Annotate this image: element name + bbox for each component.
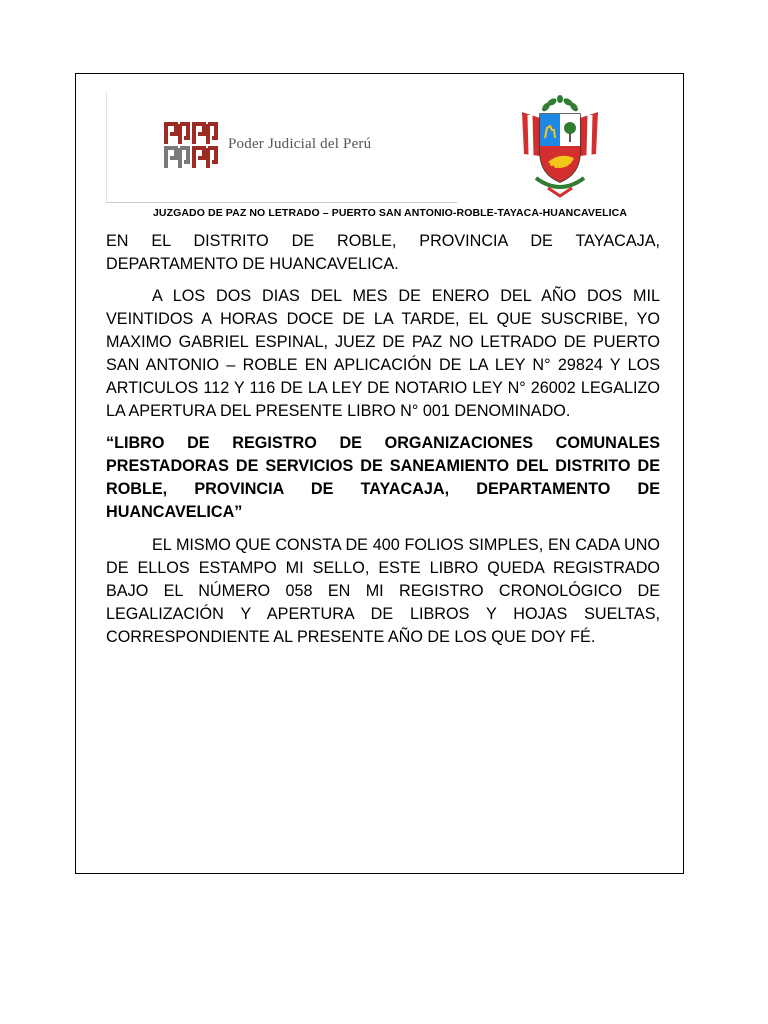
document-header [106,92,666,204]
poder-judicial-logo-icon [163,120,219,172]
court-name: JUZGADO DE PAZ NO LETRADO – PUERTO SAN ANTONIO-ROBLE-TAYACA-HUANCAVELICA [152,207,628,219]
legalization-paragraph: A LOS DOS DIAS DEL MES DE ENERO DEL AÑO DOS MIL VEINTIDOS A HORAS DOCE DE LA TARDE, EL QUE SUSCRIBE, YO MAXIMO GABRIEL ESPINAL, JUEZ DE PAZ NO LETRADO DE PUERTO SAN ANTONIO – ROBLE EN APLICACIÓN DE LA LEY N° 29824 Y LOS ARTICULOS 112 Y 116 DE LA LEY DE NOTARIO LEY N° 26002 LEGALIZO LA APERTURA DEL PRESENTE LIBRO N° 001 DENOMINADO. [106,287,660,420]
institution-logo-area [106,92,457,203]
folios-paragraph: EL MISMO QUE CONSTA DE 400 FOLIOS SIMPLES, EN CADA UNO DE ELLOS ESTAMPO MI SELLO, ESTE LIBRO QUEDA REGISTRADO BAJO EL NÚMERO 058 EN MI REGISTRO CRONOLÓGICO DE LEGALIZACIÓN Y APERTURA DE LIBROS Y HOJAS SUELTAS, CORRESPONDIENTE AL PRESENTE AÑO DE LOS QUE DOY FÉ. [106,536,660,646]
location-paragraph: EN EL DISTRITO DE ROBLE, PROVINCIA DE TAYACAJA, DEPARTAMENTO DE HUANCAVELICA. [106,232,660,273]
institution-name: Poder Judicial del Perú [228,136,372,152]
peru-coat-of-arms-icon [514,94,606,202]
document-body [106,230,660,658]
book-title: “LIBRO DE REGISTRO DE ORGANIZACIONES COMUNALES PRESTADORAS DE SERVICIOS DE SANEAMIENTO DEL DISTRITO DE ROBLE, PROVINCIA DE TAYACAJA, DEPARTAMENTO DE HUANCAVELICA” [106,434,660,521]
